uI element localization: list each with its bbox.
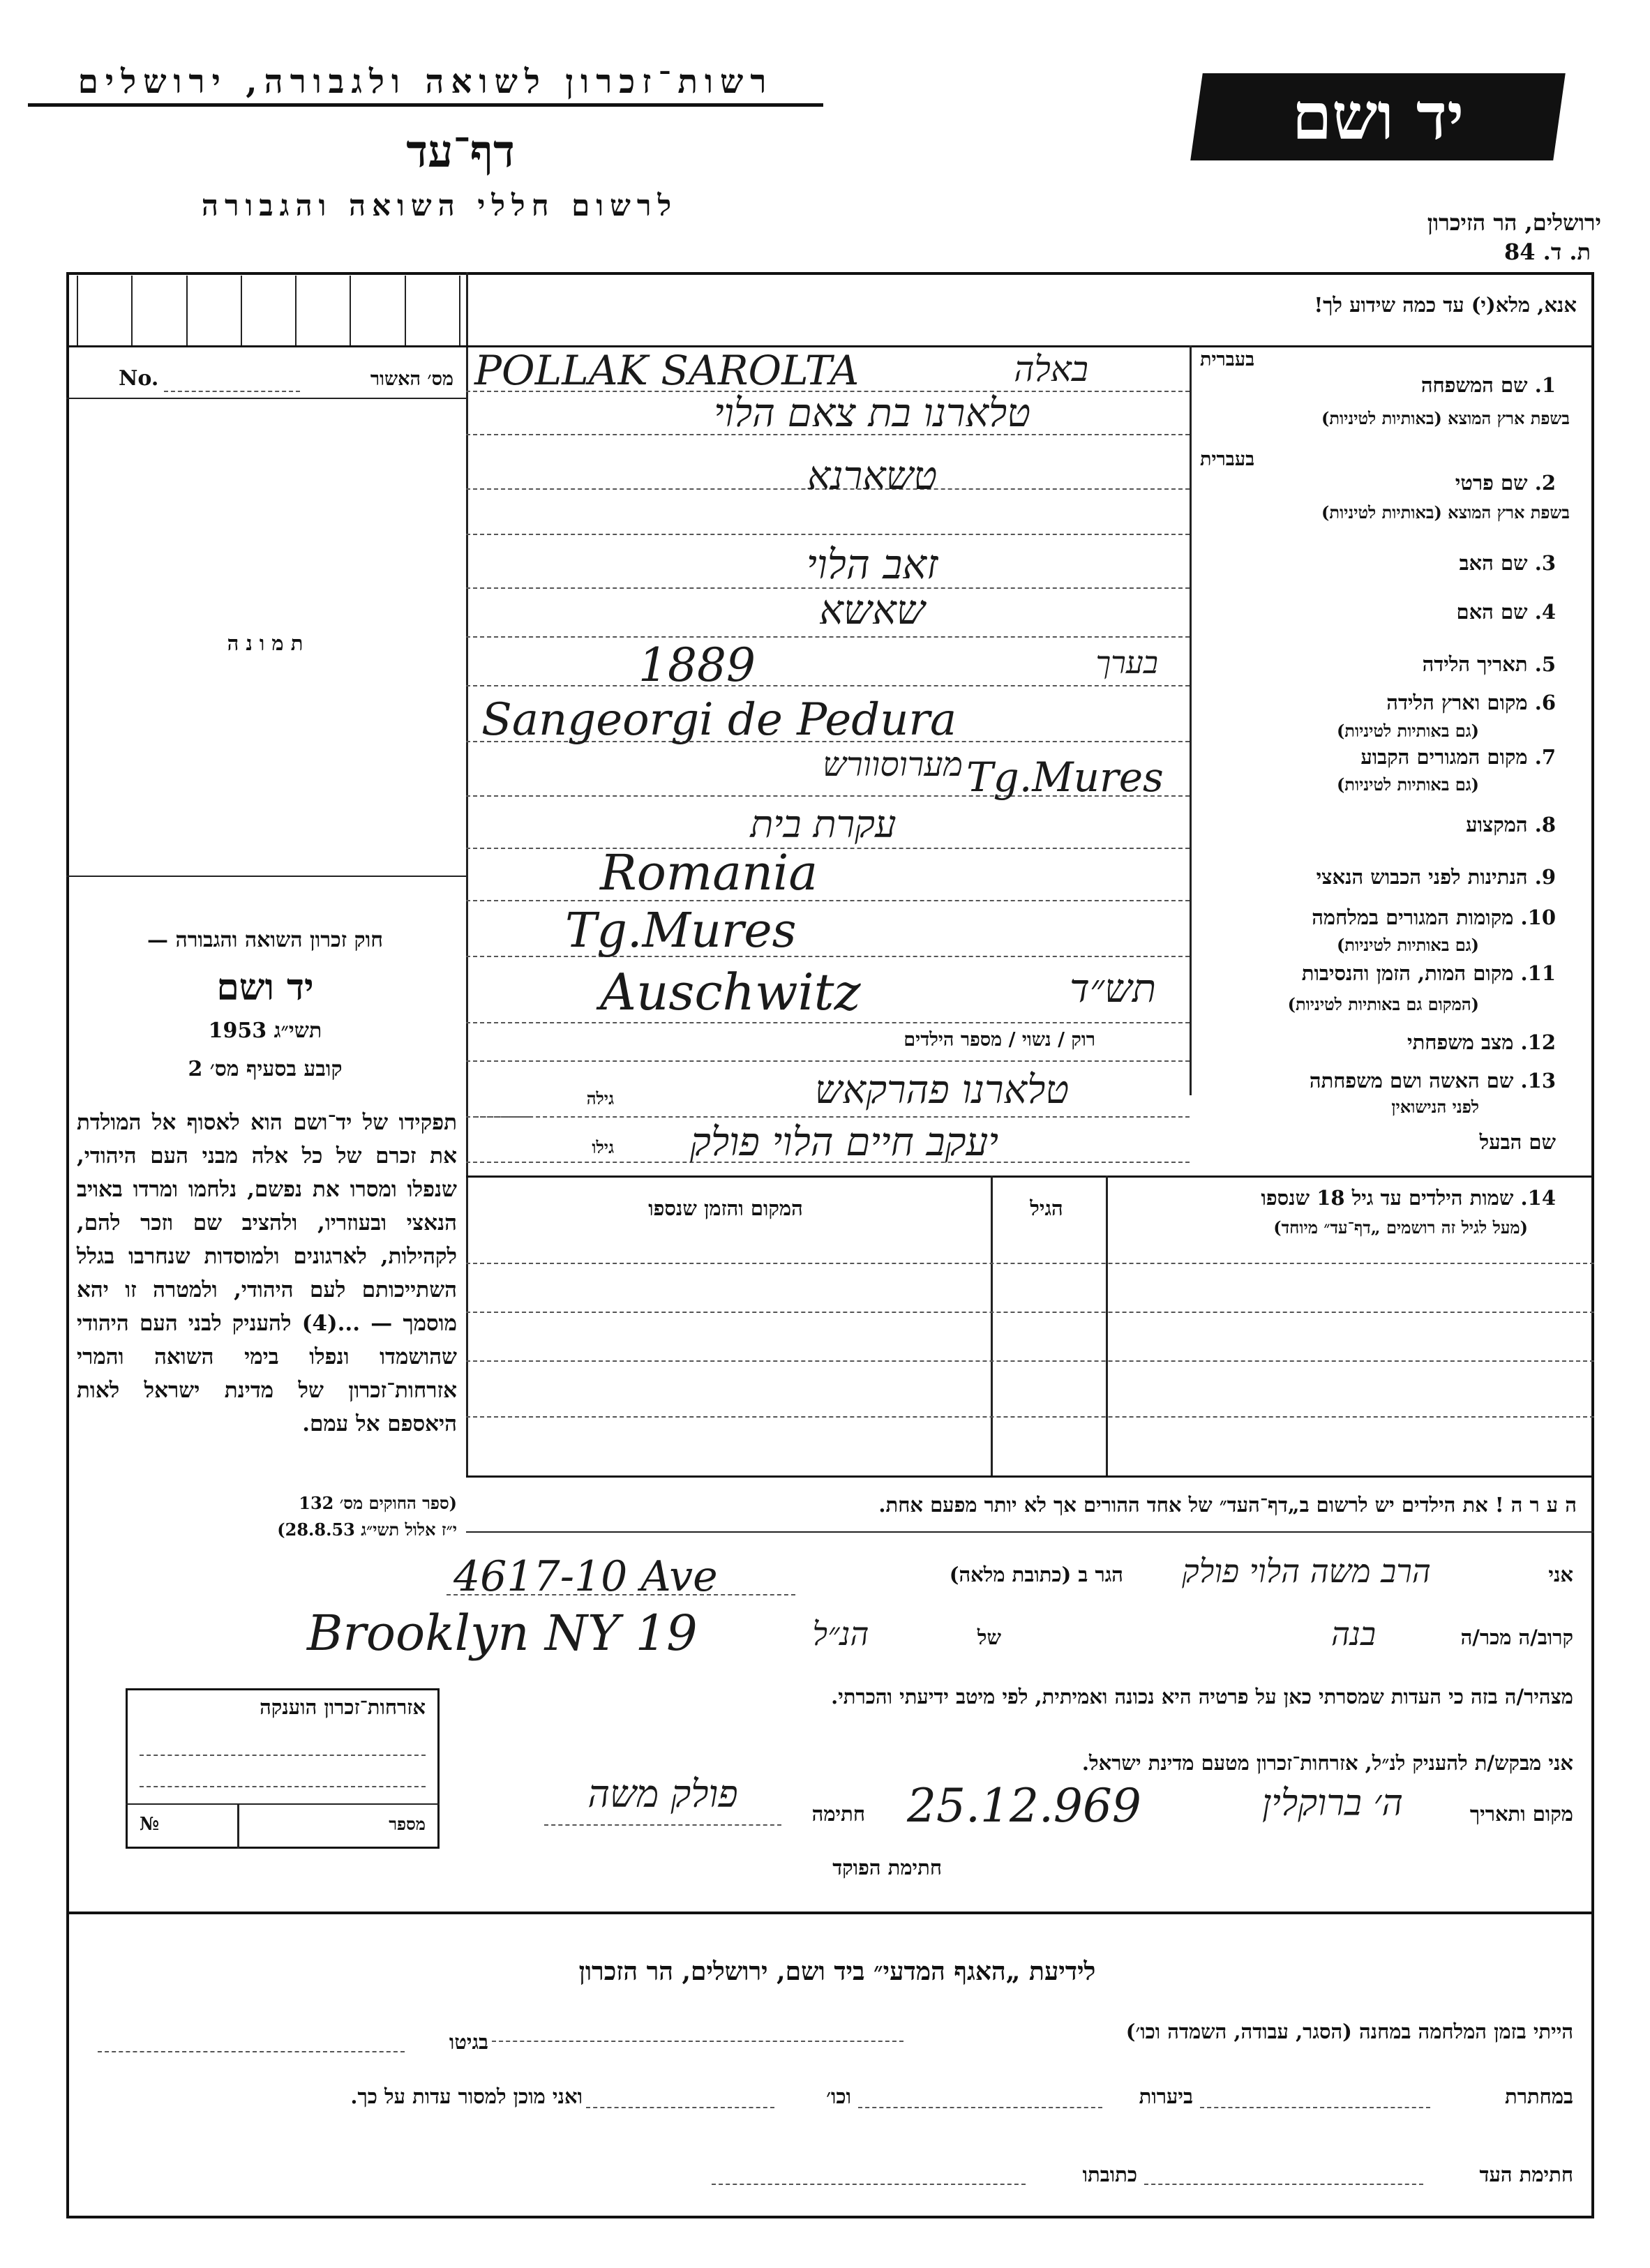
- field-4-text: שם האם: [1456, 600, 1528, 624]
- stamp-line-2[interactable]: [140, 1786, 426, 1787]
- field-2-note: בשפת ארץ המוצא (באותיות לטיניות): [1321, 502, 1570, 523]
- field-7-text: מקום המגורים הקבוע: [1360, 745, 1528, 769]
- field-14-label: [1116, 1186, 1556, 1210]
- law-clause: קובע בסעיף מס׳ 2: [188, 1057, 343, 1081]
- footer-l3b: כתובתו: [1082, 2163, 1137, 2186]
- address-line: ירושלים, הר הזיכרון: [1427, 209, 1601, 236]
- field-2-tag: בעברית: [1200, 449, 1255, 470]
- answer-line-13[interactable]: [466, 1116, 1190, 1118]
- answer-line-4[interactable]: [466, 636, 1190, 638]
- stamp-line-1[interactable]: [140, 1755, 426, 1756]
- footer-top-line: [66, 1912, 1594, 1914]
- husband-label: שם הבעל: [1479, 1130, 1556, 1154]
- declarant-l1-pre: אני: [1548, 1563, 1573, 1586]
- field-10-label: [1200, 906, 1556, 930]
- answer-9: Romania: [600, 844, 818, 901]
- left-column-divider: [466, 272, 468, 1475]
- children-table-bottom: [466, 1475, 1594, 1478]
- answer-7-heb: מערוסוורש: [823, 745, 963, 784]
- answer-5-tag: בערך: [1095, 645, 1158, 681]
- field-13-num: 13.: [1520, 1069, 1556, 1092]
- answer-8: עקרת בית: [750, 802, 897, 846]
- field-13-label: [1200, 1069, 1556, 1093]
- field-11-text: מקום המות, הזמן והנסיבות: [1301, 961, 1514, 985]
- field-5-label: [1200, 652, 1556, 677]
- field-6-label: [1200, 691, 1556, 715]
- field-2-label: [1200, 471, 1556, 495]
- declarant-l1-mid: הגר ב (כתובת מלאה): [949, 1563, 1123, 1586]
- field-3-text: שם האב: [1459, 551, 1528, 575]
- declarant-relation: בנה: [1330, 1615, 1377, 1653]
- answer-10: Tg.Mures: [565, 903, 797, 959]
- declarant-l2-pre: קרוב/ה מכר/ה: [1460, 1625, 1573, 1649]
- field-9-text: הנתינות לפני הכבוש הנאצי: [1316, 865, 1528, 889]
- law-title: חוק זכרון השואה והגבורה —: [147, 928, 383, 952]
- children-col-divider-1: [991, 1176, 993, 1475]
- check-boxes: [77, 276, 460, 345]
- header-underline: [28, 103, 823, 107]
- answer-line-2b[interactable]: [466, 534, 1190, 535]
- footer-ghetto-field[interactable]: [98, 2051, 405, 2052]
- field-10-note: (גם באותיות לטיניות): [1336, 935, 1479, 955]
- field-6-num: 6.: [1534, 691, 1556, 714]
- children-note: ה ע ר ה ! את הילדים יש לרשום ב„דף־העד״ של אחד ההורים אך לא יותר מפעם אחת.: [878, 1493, 1577, 1517]
- field-3-label: [1200, 551, 1556, 576]
- declarant-l3: מצהיר/ה בזה כי העדות שמסרתי כאן על פרטיה היא נכונה ואמיתית, לפי מיטב ידיעתי והכרתי.: [831, 1685, 1573, 1708]
- declarant-l4: אני מבקש/ת להעניק לנ״ל, אזרחות־זכרון מטעם מדינת ישראל.: [1081, 1751, 1573, 1775]
- field-12-text: מצב משפחתי: [1407, 1030, 1514, 1054]
- stamp-no-label: №: [140, 1814, 160, 1835]
- wife-age-field[interactable]: [474, 1116, 530, 1118]
- declarant-address: 4617-10 Ave: [453, 1552, 718, 1601]
- footer-l2c: וכו׳: [826, 2085, 851, 2108]
- answer-5: 1889: [638, 638, 756, 692]
- field-14-note: (מעל לגיל זה רושמים „דף־עד״ מיוחד): [1273, 1217, 1528, 1238]
- field-2-text: שם פרטי: [1455, 471, 1528, 495]
- po-box: ת. ד. 84: [1504, 239, 1591, 265]
- answer-6: Sangeorgi de Pedura: [481, 694, 957, 746]
- law-body: תפקידו של יד־ושם הוא לאסוף אל המולדת את זכרם של כל אלה מבני העם היהודי, שנפלו ומסרו את נפשם, נלחמו ומרדו באויב הנאצי ובעוזריו, ולהציב שם וזכר להם, לקהילות, לארגונים ולמוסדות שנחרבו בגלל השתייכותם לעם היהודי, ולמטרה זו יהא מוסמך — ...(4) להעניק לבני העם היהודי שהושמדו ונפלו בימי השואה והמרי אזרחות־זכרון של מדינת ישראל לאות היאספם אל עמם.: [77, 1110, 457, 1436]
- answer-line-11[interactable]: [466, 1022, 1190, 1023]
- children-row-2[interactable]: [466, 1312, 1594, 1313]
- answer-4: שאשא: [819, 586, 925, 633]
- declarant-name: הרב משה הלוי פולק: [1182, 1552, 1431, 1590]
- answer-3: זאב הלוי: [806, 541, 938, 588]
- photo-label: ת מ ו נ ה: [227, 631, 303, 655]
- yad-vashem-logo: [1190, 73, 1566, 160]
- field-3-num: 3.: [1534, 551, 1556, 575]
- declarant-address-line[interactable]: [447, 1594, 795, 1595]
- answer-1-heb: באלה: [1014, 349, 1088, 389]
- answer-line-9[interactable]: [466, 900, 1190, 901]
- answer-1-heb2: טלארנו בת צאם הלוי: [713, 391, 1031, 436]
- children-row-3[interactable]: [466, 1360, 1594, 1362]
- footer-underground-field[interactable]: [1200, 2107, 1430, 2108]
- declarant-place: ה׳ ברוקלין: [1262, 1782, 1403, 1824]
- footer-l3a: חתימת העד: [1479, 2163, 1573, 2186]
- children-row-4[interactable]: [466, 1416, 1594, 1418]
- field-14-text: שמות הילדים עד גיל 18 שנספו: [1261, 1186, 1514, 1210]
- field-4-num: 4.: [1534, 600, 1556, 624]
- footer-l1a: הייתי בזמן המלחמה במחנה (הסגר, עבודה, השמדה וכו׳): [1125, 2020, 1573, 2043]
- photo-bottom-line: [66, 876, 466, 877]
- children-col-place: המקום והזמן שנספו: [648, 1196, 803, 1220]
- field-4-label: [1200, 600, 1556, 624]
- field-8-text: המקצוע: [1466, 813, 1528, 836]
- field-5-num: 5.: [1534, 652, 1556, 676]
- answer-11: Auschwitz: [600, 963, 861, 1021]
- field-6-note: (גם באותיות לטיניות): [1336, 721, 1479, 741]
- field-1-tag: בעברית: [1200, 349, 1255, 370]
- law-ref-1: (ספר החוקים מס׳ 132: [299, 1493, 457, 1513]
- stamp-box-title: אזרחות־זכרון הוענקה: [260, 1695, 426, 1719]
- field-8-num: 8.: [1534, 813, 1556, 836]
- declarant-l2-mid: של: [977, 1625, 1001, 1649]
- answer-line-12[interactable]: [466, 1060, 1190, 1062]
- children-col-divider-2: [1106, 1176, 1108, 1475]
- institution-name: רשות־זכרון לשואה ולגבורה, ירושלים: [77, 63, 774, 101]
- declarant-l5-pre: מקום ותאריך: [1469, 1802, 1573, 1826]
- answer-1-latin: POLLAK SAROLTA: [474, 347, 860, 394]
- form-subtitle: לרשום חללי השואה והגבורה: [201, 188, 678, 223]
- field-9-label: [1200, 865, 1556, 889]
- field-7-num: 7.: [1534, 745, 1556, 769]
- field-1-num: 1.: [1534, 373, 1556, 397]
- declarant-l6: חתימת הפוקד: [832, 1856, 942, 1879]
- footer-witness-address-field[interactable]: [712, 2184, 1026, 2185]
- field-2-num: 2.: [1534, 471, 1556, 495]
- answer-11-year: תש״ד: [1070, 966, 1156, 1012]
- note-bottom-line: [466, 1531, 1594, 1533]
- footer-l2b: ביערות: [1139, 2085, 1193, 2108]
- children-row-1[interactable]: [466, 1263, 1594, 1264]
- field-7-note: (גם באותיות לטיניות): [1336, 774, 1479, 795]
- answer-line-8[interactable]: [466, 848, 1190, 849]
- approval-field[interactable]: [164, 391, 300, 392]
- footer-witness-sig-field[interactable]: [1144, 2184, 1423, 2185]
- signature-line[interactable]: [544, 1824, 781, 1826]
- footer-title: לידיעת „האגף המדעי״ ביד ושם, ירושלים, הר הזכרון: [578, 1957, 1096, 1986]
- declarant-city: Brooklyn NY 19: [307, 1605, 698, 1662]
- approval-row-line: [66, 398, 466, 399]
- footer-l2a: במחתרת: [1505, 2085, 1573, 2108]
- law-ref-2: י״ז אלול תשי״ג 28.8.53): [277, 1519, 457, 1540]
- field-5-text: תאריך הלידה: [1422, 652, 1528, 676]
- children-table-top: [466, 1176, 1594, 1178]
- field-12-options: רוק / נשוי / מספר הילדים: [903, 1029, 1095, 1051]
- answer-line-5[interactable]: [466, 685, 1190, 686]
- field-6-text: מקום וארץ הלידה: [1386, 691, 1528, 714]
- field-1-text: שם המשפחה: [1420, 373, 1528, 397]
- field-1-label: [1200, 373, 1556, 398]
- field-13-text: שם האשה ושם משפחתה: [1309, 1069, 1514, 1092]
- field-12-label: [1200, 1030, 1556, 1055]
- field-14-num: 14.: [1520, 1186, 1556, 1210]
- field-10-text: מקומות המגורים במלחמה: [1312, 906, 1514, 929]
- form-title: דף־עד: [406, 126, 515, 178]
- husband-age-label: גילו: [592, 1137, 614, 1157]
- footer-l2d: ואני מוכן למסור עדות על כך.: [350, 2085, 583, 2108]
- footer-etc-field[interactable]: [586, 2107, 774, 2108]
- footer-l1b: בגיטו: [449, 2030, 488, 2054]
- field-10-num: 10.: [1520, 906, 1556, 929]
- field-11-note: (המקום גם באותיות לטיניות): [1287, 994, 1479, 1014]
- field-13-note: לפני הנישואין: [1391, 1097, 1479, 1117]
- field-11-label: [1200, 961, 1556, 986]
- wife-age-label: גילה: [586, 1088, 614, 1109]
- stamp-col-line: [237, 1803, 239, 1849]
- field-12-num: 12.: [1520, 1030, 1556, 1054]
- field-7-label: [1200, 745, 1556, 769]
- answer-husband: יעקב חיים הלוי פולק: [689, 1120, 999, 1165]
- fill-prompt: אנא, מלא(י) עד כמה שידוע לך!: [1314, 293, 1577, 317]
- logo-text: יד ושם: [1291, 79, 1464, 154]
- children-col-age: הגיל: [1030, 1196, 1063, 1220]
- field-11-num: 11.: [1520, 961, 1556, 985]
- field-8-label: [1200, 813, 1556, 837]
- answer-13: טלארנו פהרקאש: [814, 1067, 1070, 1113]
- law-name: יד ושם: [216, 966, 314, 1009]
- footer-forest-field[interactable]: [858, 2107, 1102, 2108]
- declarant-date: 25.12.969: [907, 1779, 1141, 1833]
- approval-no-label: No.: [119, 366, 159, 391]
- declarant-signature: פולק משה: [587, 1772, 738, 1816]
- stamp-number-label: מספר: [389, 1814, 426, 1834]
- label-column-divider: [1190, 345, 1192, 1095]
- field-9-num: 9.: [1534, 865, 1556, 889]
- declarant-of: הנ״ל: [812, 1615, 869, 1653]
- stamp-row-line: [126, 1803, 440, 1805]
- answer-2-heb: טשארנא: [807, 453, 938, 499]
- approval-label: מס׳ האשור: [370, 368, 453, 390]
- declarant-l5-mid: חתימה: [811, 1802, 865, 1826]
- answer-7-latin: Tg.Mures: [966, 753, 1164, 801]
- field-1-note: בשפת ארץ המוצא (באותיות לטיניות): [1321, 408, 1570, 428]
- law-year: תשי״ג 1953: [208, 1019, 322, 1043]
- footer-camp-field[interactable]: [492, 2041, 903, 2042]
